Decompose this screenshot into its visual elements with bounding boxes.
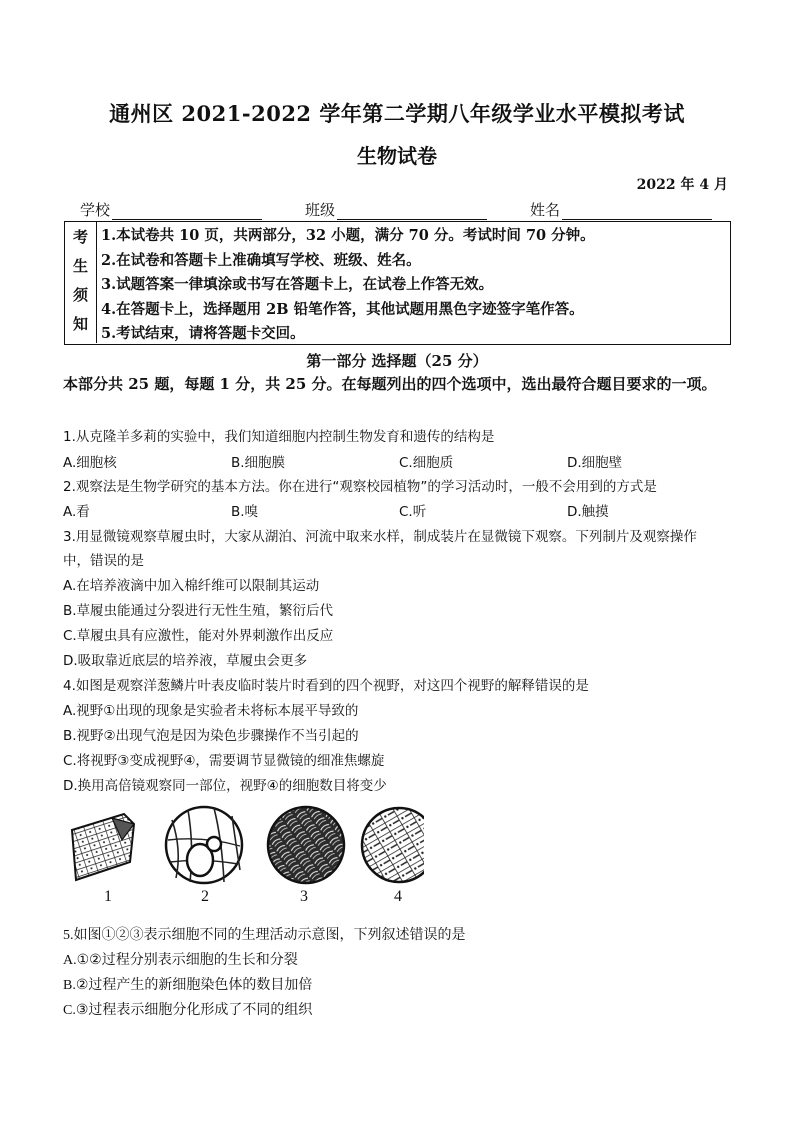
q5-stem: 5.如图①②③表示细胞不同的生理活动示意图，下列叙述错误的是 — [63, 928, 466, 943]
class-label: 班级 — [305, 201, 336, 219]
notice-items — [101, 224, 595, 347]
q3-option-a[interactable]: A.在培养液滴中加入棉纤维可以限制其运动 — [63, 578, 320, 594]
exam-title: 通州区 2021-2022 学年第二学期八年级学业水平模拟考试 — [109, 101, 685, 126]
q2-option-d[interactable]: D.触摸 — [567, 504, 609, 520]
notice-item: 4.在答题卡上，选择题用 2B 铅笔作答，其他试题用黑色字迹签字笔作答。 — [101, 300, 584, 318]
q2-stem: 2.观察法是生物学研究的基本方法。你在进行“观察校园植物”的学习活动时，一般不会用到的方式是 — [63, 479, 657, 495]
name-label: 姓名 — [530, 201, 561, 219]
q4-stem: 4.如图是观察洋葱鳞片叶表皮临时装片时看到的四个视野，对这四个视野的解释错误的是 — [63, 678, 589, 694]
part1-title: 第一部分 选择题（25 分） — [306, 352, 488, 370]
school-label: 学校 — [80, 201, 111, 219]
figure-label: 2 — [201, 888, 209, 905]
figure-label: 4 — [394, 888, 402, 905]
q3-stem-line1: 3.用显微镜观察草履虫时，大家从湖泊、河流中取来水样，制成装片在显微镜下观察。下列制片及观察操作 — [63, 529, 697, 545]
notice-label-char: 生 — [72, 257, 88, 275]
q3-stem-line2: 中，错误的是 — [63, 553, 144, 569]
q2-option-b[interactable]: B.嗅 — [231, 504, 259, 520]
q3-option-c[interactable]: C.草履虫具有应激性，能对外界刺激作出反应 — [63, 628, 334, 644]
figure-label: 3 — [300, 888, 308, 905]
q4-option-a[interactable]: A.视野①出现的现象是实验者未将标本展平导致的 — [63, 703, 359, 719]
view-1-folded-tissue — [72, 814, 134, 880]
q1-option-c[interactable]: C.细胞质 — [399, 455, 454, 471]
class-field[interactable] — [305, 199, 487, 220]
notice-label-column — [65, 222, 97, 343]
school-blank[interactable] — [112, 204, 262, 220]
q1-option-d[interactable]: D.细胞壁 — [567, 455, 623, 471]
q4-figure — [64, 800, 424, 910]
notice-item: 5.考试结束，请将答题卡交回。 — [101, 325, 305, 342]
notice-label-char: 考 — [72, 228, 88, 246]
q2-option-c[interactable]: C.听 — [399, 504, 427, 520]
notice-item: 1.本试卷共 10 页，共两部分，32 小题，满分 70 分。考试时间 70 分钟。 — [101, 227, 595, 244]
q5-option-a[interactable]: A.①②过程分别表示细胞的生长和分裂 — [63, 953, 298, 968]
notice-label-char: 知 — [72, 315, 88, 333]
exam-notice-box — [64, 221, 731, 345]
exam-date: 2022 年 4 月 — [636, 177, 728, 193]
notice-label-char: 须 — [72, 286, 88, 304]
name-field[interactable] — [530, 199, 712, 220]
q3-option-d[interactable]: D.吸取靠近底层的培养液，草履虫会更多 — [63, 653, 308, 669]
q4-option-c[interactable]: C.将视野③变成视野④，需要调节显微镜的细准焦螺旋 — [63, 753, 385, 769]
q4-option-b[interactable]: B.视野②出现气泡是因为染色步骤操作不当引起的 — [63, 728, 359, 744]
view-2-cells-with-bubble — [166, 807, 242, 883]
school-field[interactable] — [80, 199, 262, 220]
exam-subtitle: 生物试卷 — [357, 144, 437, 168]
name-blank[interactable] — [562, 204, 712, 220]
q4-option-d[interactable]: D.换用高倍镜观察同一部位，视野④的细胞数目将变少 — [63, 778, 387, 794]
class-blank[interactable] — [337, 204, 487, 220]
q1-option-b[interactable]: B.细胞膜 — [231, 455, 286, 471]
notice-item: 2.在试卷和答题卡上准确填写学校、班级、姓名。 — [101, 251, 421, 269]
microscope-views-figure — [64, 800, 424, 910]
view-4-clear-cells — [362, 808, 424, 882]
notice-item: 3.试题答案一律填涂或书写在答题卡上，在试卷上作答无效。 — [101, 276, 494, 293]
view-3-dark-field — [268, 807, 344, 883]
q5-option-c[interactable]: C.③过程表示细胞分化形成了不同的组织 — [63, 1003, 313, 1018]
q2-option-a[interactable]: A.看 — [63, 504, 90, 520]
part1-intro: 本部分共 25 题，每题 1 分，共 25 分。在每题列出的四个选项中，选出最符合题目要求的一项。 — [63, 375, 717, 393]
q1-stem: 1.从克隆羊多莉的实验中，我们知道细胞内控制生物发育和遗传的结构是 — [63, 429, 495, 445]
q1-option-a[interactable]: A.细胞核 — [63, 455, 117, 471]
figure-label: 1 — [104, 888, 112, 905]
q5-option-b[interactable]: B.②过程产生的新细胞染色体的数目加倍 — [63, 978, 313, 993]
q3-option-b[interactable]: B.草履虫能通过分裂进行无性生殖，繁衍后代 — [63, 603, 334, 619]
